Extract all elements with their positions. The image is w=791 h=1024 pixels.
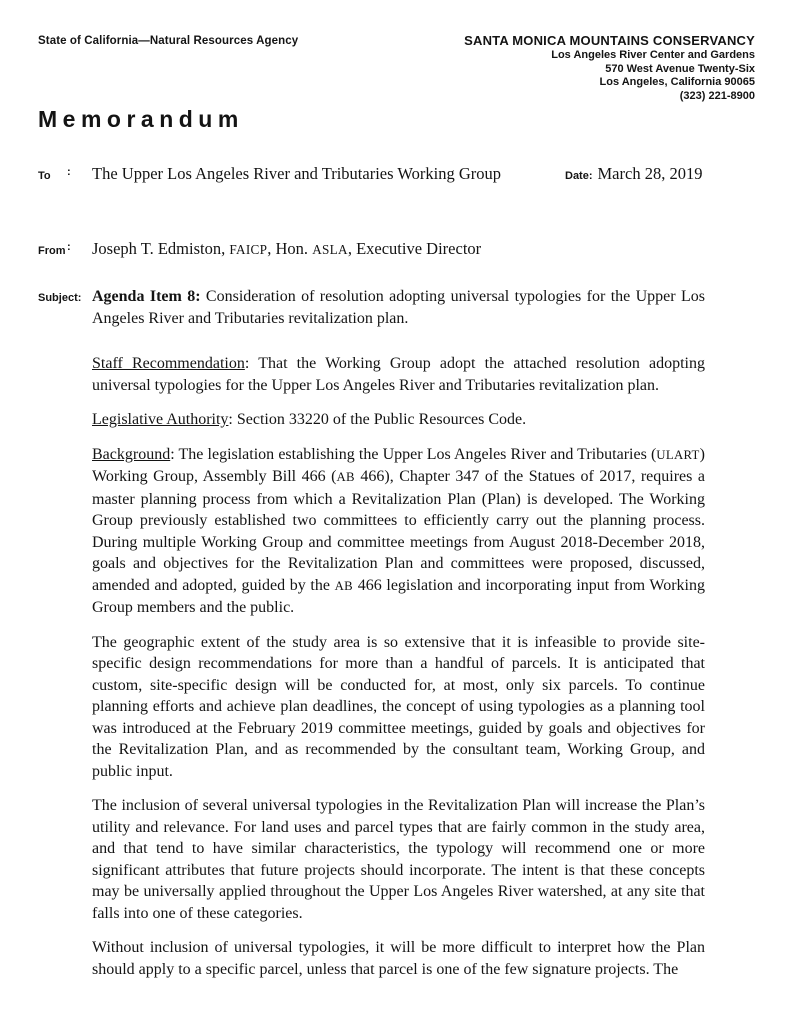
paragraph [92,353,705,396]
org-address-line-1: Los Angeles River Center and Gardens [551,49,755,61]
from-colon: : [67,241,71,253]
from-label: From [38,245,66,257]
org-address-line-2: 570 West Avenue Twenty-Six [605,62,755,75]
subject-label: Subject: [38,292,82,304]
date-label: Date: [565,170,593,182]
to-label: To [38,170,51,182]
text-segment: AB [336,470,355,484]
text-segment: : That the Working Group adopt the attached resolution adopting universal typologies for the Upper Los Angeles River and Tributaries revitalization plan. [92,355,706,394]
org-phone: (323) 221-8900 [679,89,755,102]
to-value: The Upper Los Angeles River and Tributaries Working Group [92,164,501,183]
text-segment: : The legislation establishing the Upper Los Angeles River and Tributaries ( [170,445,657,463]
text-segment: AB [334,578,354,593]
text-segment: Legislative Authority [92,411,229,428]
text-segment: Consideration of resolution adopting universal typologies for the Upper Los Angeles River and Tributaries revitalization plan. [92,288,706,327]
date-group [565,163,702,185]
memo-title: Memorandum [38,106,244,132]
paragraph [92,795,705,924]
agency-line: State of California—Natural Resources Agency [38,35,299,47]
text-segment: Background [92,445,171,463]
paragraph [92,937,705,980]
paragraph [92,409,705,431]
text-segment: Without inclusion of universal typologies, it will be more difficult to interpret how the Plan should apply to a specific parcel, unless that parcel is one of the few signature projects. The [92,939,705,978]
text-segment: ULART [656,447,700,462]
text-segment: The geographic extent of the study area is so extensive that it is infeasible to provide site-specific design recommendations for more than a handful of parcels. It is anticipated that custom, site-specific design will be conducted for, at most, only six parcels. To continue planning efforts and achieve plan deadlines, the concept of using typologies as a planning tool was introduced at the February 2019 committee meetings, guided by goals and objectives for the Revitalization Plan, and as recommended by the consultant team, Working Group, and public input. [92,633,705,780]
body-paragraphs [92,353,705,980]
date-value: March 28, 2019 [597,164,703,183]
text-segment: FAICP [229,242,268,257]
text-segment: : Section 33220 of the Public Resources Code. [228,411,527,428]
from-row [38,238,755,261]
text-segment: , Executive Director [347,239,482,258]
text-segment: Joseph T. Edmiston, [92,239,230,258]
text-segment: , Hon. [267,239,313,258]
paragraph [92,444,705,619]
to-label-cell [38,166,92,184]
text-segment: ) Working Group, Assembly Bill 466 ( [92,445,705,485]
text-segment: 466 legislation and incorporating input from Working Group members and the public. [92,576,706,616]
to-row [38,163,755,185]
subject-row [38,286,755,342]
text-segment: Staff Recommendation [92,355,245,372]
org-block [464,33,755,103]
to-colon: : [67,166,71,178]
text-segment: The inclusion of several universal typologies in the Revitalization Plan will increase the Plan’s utility and relevance. For land uses and parcel types that are fairly common in the study area, and that tend to have similar characteristics, the typology will recommend one or more significant attributes that future projects should incorporate. The intent is that these concepts may be universally applied throughout the Upper Los Angeles River watershed, at any site that falls into one of these categories. [92,797,705,922]
subject-text [92,286,705,329]
org-name: SANTA MONICA MOUNTAINS CONSERVANCY [464,33,755,48]
text-segment: ASLA [312,242,348,257]
subject-label-cell [38,288,92,306]
paragraph [92,632,705,783]
from-label-cell [38,241,92,259]
from-value [92,238,481,261]
org-address-line-3: Los Angeles, California 90065 [599,76,755,88]
letterhead [38,33,755,103]
text-segment: 466), Chapter 347 of the Statues of 2017, requires a master planning process from which a Revitalization Plan (Plan) is developed. The Working Group previously established two committees to efficiently carry out the planning process. During multiple Working Group and committee meetings from August 2018-December 2018, goals and objectives for the Revitalization Plan and committees were proposed, discussed, amended and adopted, guided by the [92,468,706,594]
text-segment: Agenda Item 8: [92,288,201,305]
